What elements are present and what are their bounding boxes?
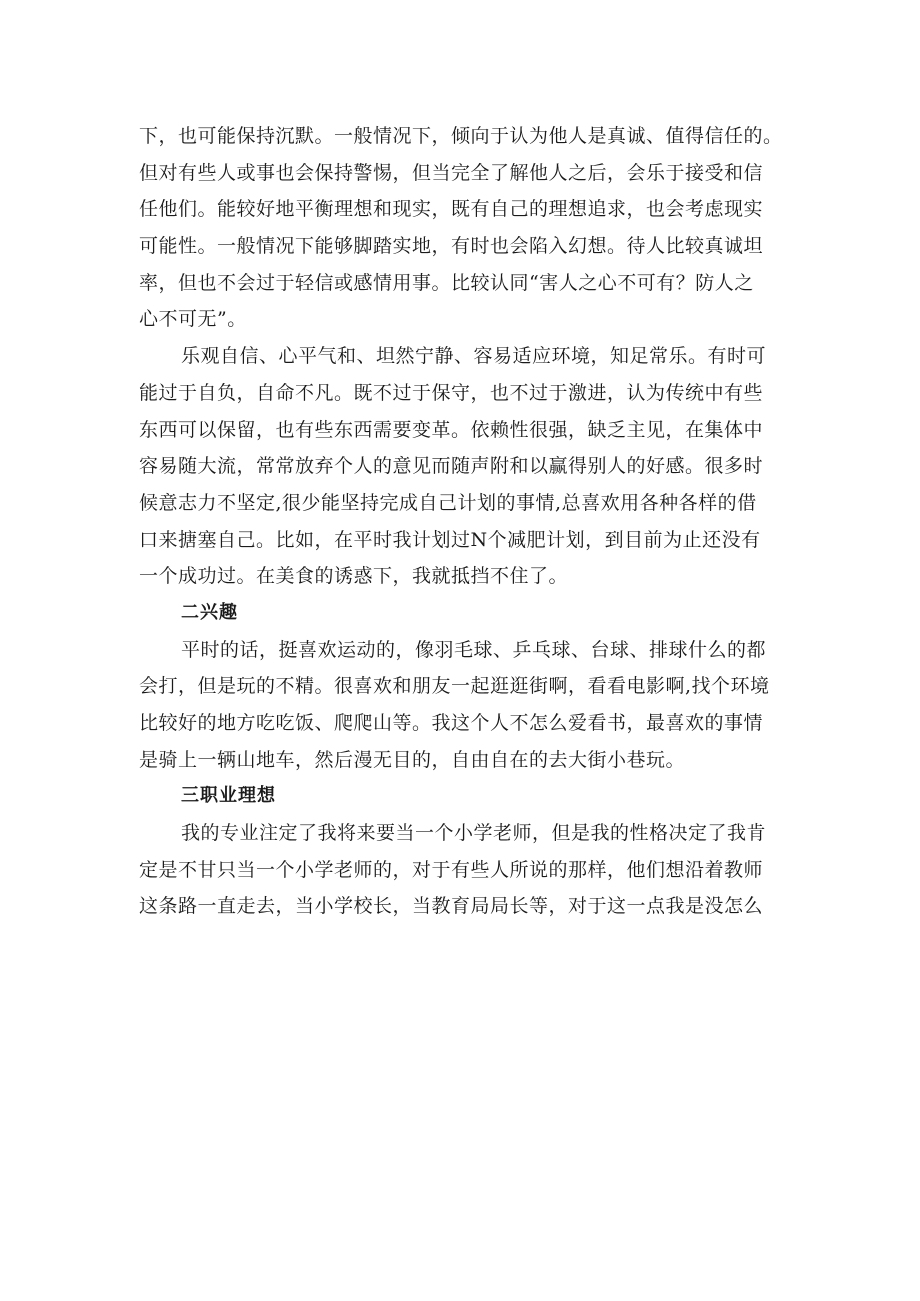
paragraph-line: 东西可以保留，也有些东西需要变革。依赖性很强，缺乏主见，在集体中 <box>139 418 764 441</box>
paragraph-line: 容易随大流，常常放弃个人的意见而随声附和以赢得别人的好感。很多时 <box>139 455 764 478</box>
paragraph-line: 能过于自负，自命不凡。既不过于保守，也不过于激进，认为传统中有些 <box>139 381 764 404</box>
paragraph-line: 口来搪塞自己。比如，在平时我计划过N个减肥计划，到目前为止还没有 <box>139 528 761 551</box>
paragraph-line: 这条路一直走去，当小学校长，当教育局局长等，对于这一点我是没怎么 <box>139 895 764 918</box>
document-page <box>139 118 799 925</box>
paragraph-line: 一个成功过。在美食的诱惑下，我就抵挡不住了。 <box>139 565 569 588</box>
paragraph-3 <box>139 632 799 779</box>
paragraph-line: 是骑上一辆山地车，然后漫无目的，自由自在的去大街小巷玩。 <box>139 748 686 771</box>
section-heading-interest: 二兴趣 <box>181 601 238 623</box>
paragraph-line: 平时的话，挺喜欢运动的，像羽毛球、乒乓球、台球、排球什么的都 <box>181 638 767 661</box>
paragraph-line: 下，也可能保持沉默。一般情况下，倾向于认为他人是真诚、值得信任的。 <box>139 125 783 147</box>
paragraph-line: 任他们。能较好地平衡理想和现实，既有自己的理想追求，也会考虑现实 <box>139 198 764 221</box>
paragraph-2 <box>139 338 799 595</box>
paragraph-line: 但对有些人或事也会保持警惕，但当完全了解他人之后，会乐于接受和信 <box>139 161 764 184</box>
paragraph-line: 定是不甘只当一个小学老师的，对于有些人所说的那样，他们想沿着教师 <box>139 858 764 881</box>
section-heading-career: 三职业理想 <box>181 785 276 807</box>
paragraph-line: 候意志力不坚定,很少能坚持完成自己计划的事情,总喜欢用各种各样的借 <box>139 491 757 514</box>
paragraph-line: 会打，但是玩的不精。很喜欢和朋友一起逛逛街啊，看看电影啊,找个环境 <box>139 675 770 698</box>
paragraph-line: 乐观自信、心平气和、坦然宁静、容易适应环境，知足常乐。有时可 <box>181 345 767 368</box>
paragraph-1 <box>139 118 799 338</box>
paragraph-line: 心不可无”。 <box>139 308 247 331</box>
paragraph-4 <box>139 815 799 925</box>
paragraph-line: 比较好的地方吃吃饭、爬爬山等。我这个人不怎么爱看书，最喜欢的事情 <box>139 712 764 734</box>
paragraph-line: 率，但也不会过于轻信或感情用事。比较认同“害人之心不可有？防人之 <box>139 271 754 294</box>
paragraph-line: 可能性。一般情况下能够脚踏实地，有时也会陷入幻想。待人比较真诚坦 <box>139 235 764 258</box>
paragraph-line: 我的专业注定了我将来要当一个小学老师，但是我的性格决定了我肯 <box>181 822 767 845</box>
